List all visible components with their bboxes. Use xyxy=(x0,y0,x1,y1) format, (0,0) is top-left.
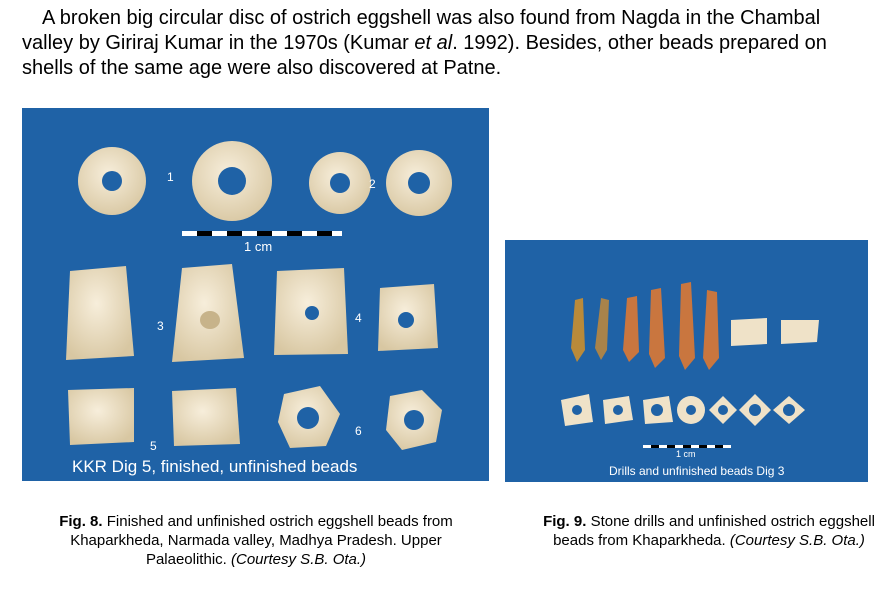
label-5: 5 xyxy=(150,439,157,453)
scale-label-9: 1 cm xyxy=(676,449,696,459)
blank-5b xyxy=(172,388,240,446)
label-6: 6 xyxy=(355,424,362,438)
fig9-label: Fig. 9. xyxy=(543,513,587,530)
figure-8-caption xyxy=(28,512,484,569)
figure-8-photo xyxy=(22,108,489,481)
label-2: 2 xyxy=(369,177,376,191)
figure-8-overlay-title: KKR Dig 5, finished, unfinished beads xyxy=(72,457,358,476)
fig9-courtesy: (Courtesy S.B. Ota.) xyxy=(729,532,865,549)
blank-3b xyxy=(172,264,244,362)
blank-4a xyxy=(274,268,348,355)
paragraph-et-al: et al xyxy=(414,32,453,54)
scale-bar-8 xyxy=(182,231,342,236)
paragraph-text-part2: . 1992). Besides, other beads prepared on shells of the same age were also discovered at Patne. xyxy=(22,32,827,79)
blank-4b xyxy=(378,284,438,351)
fig8-label: Fig. 8. xyxy=(59,513,103,530)
body-paragraph xyxy=(22,6,858,81)
bead-2b xyxy=(386,150,452,216)
small-blank-2 xyxy=(781,320,819,344)
paragraph-text-part1: A broken big circular disc of ostrich eggshell was also found from Nagda in the Chambal valley by Giriraj Kumar in the 1970s (Kumar xyxy=(22,7,821,54)
label-1: 1 xyxy=(167,170,174,184)
fig8-courtesy: (Courtesy S.B. Ota.) xyxy=(231,551,367,568)
figure-9-image xyxy=(505,240,868,482)
figure-9-photo xyxy=(505,240,868,482)
label-3: 3 xyxy=(157,319,164,333)
figure-9-overlay-title: Drills and unfinished beads Dig 3 xyxy=(609,464,785,478)
scale-bar-9 xyxy=(643,445,731,448)
small-blank-1 xyxy=(731,318,767,346)
scale-label-8: 1 cm xyxy=(244,239,273,254)
figure-8-image xyxy=(22,108,489,481)
bead-1b xyxy=(192,141,272,221)
bead-1a xyxy=(78,147,146,215)
blank-3a xyxy=(66,266,134,360)
fig8-caption-text: Finished and unfinished ostrich eggshell beads from Khaparkheda, Narmada valley, Madhya Pradesh. Upper Palaeolithic. xyxy=(70,513,453,568)
bead-2a xyxy=(309,152,371,214)
blank-5a xyxy=(68,388,134,445)
figure-9-caption xyxy=(535,512,882,550)
fig9-caption-text: Stone drills and unfinished ostrich eggshell beads from Khaparkheda. xyxy=(553,513,875,549)
label-4: 4 xyxy=(355,311,362,325)
